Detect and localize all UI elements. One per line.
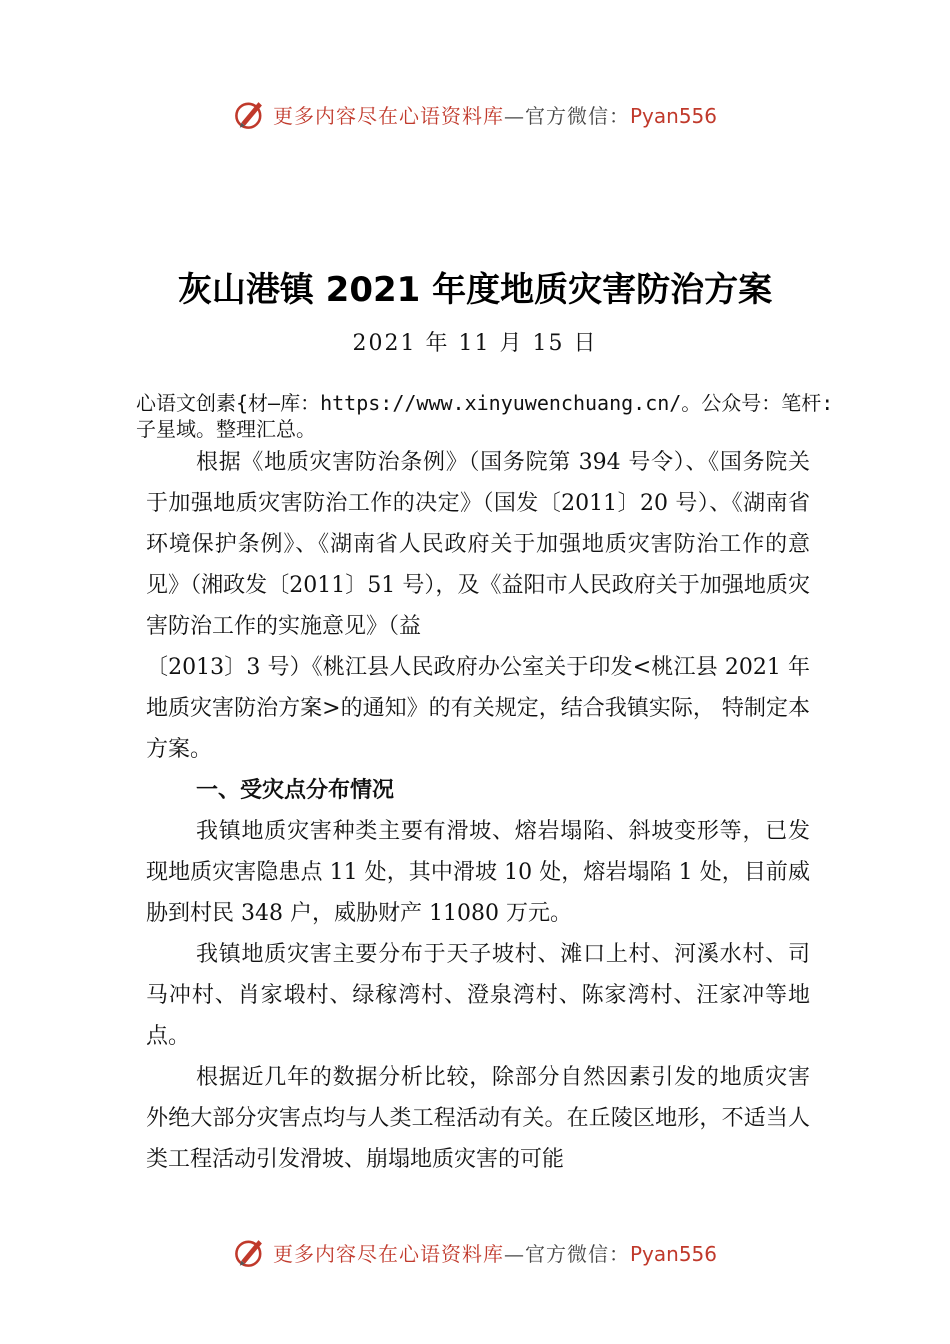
body-paragraph: 我镇地质灾害种类主要有滑坡、熔岩塌陷、斜坡变形等，已发现地质灾害隐患点 11 处，其中滑坡 10 处，熔岩塌陷 1 处，目前威胁到村民 348 户，威胁财产 11080 万元。: [146, 819, 810, 926]
document-title: 灰山港镇 2021 年度地质灾害防治方案: [177, 270, 773, 310]
banner-text: 更多内容尽在心语资料库—官方微信：Pyan556: [272, 103, 717, 128]
banner-text: 更多内容尽在心语资料库—官方微信：Pyan556: [272, 1241, 717, 1266]
footer-banner: [0, 1232, 950, 1272]
document-date: 2021 年 11 月 15 日: [352, 331, 598, 356]
header-banner: [0, 94, 950, 134]
pen-logo-icon: [233, 1235, 267, 1269]
intro-paragraph: 根据《地质灾害防治条例》（国务院第 394 号令）、《国务院关于加强地质灾害防治工作的决定》（国发〔2011〕20 号）、《湖南省环境保护条例》、《湖南省人民政府关于加强地质灾害防治工作的意见》（湘政发〔2011〕51 号），及《益阳市人民政府关于加强地质灾害防治工作的实施意见》（益: [146, 450, 810, 639]
section-heading: 一、受灾点分布情况: [196, 778, 395, 803]
document-body: [146, 442, 810, 1180]
body-paragraph: 根据近几年的数据分析比较，除部分自然因素引发的地质灾害外绝大部分灾害点均与人类工程活动有关。在丘陵区地形，不适当人类工程活动引发滑坡、崩塌地质灾害的可能: [146, 1065, 810, 1172]
intro-paragraph-cont: 〔2013〕3 号）《桃江县人民政府办公室关于印发<桃江县 2021 年地质灾害防治方案>的通知》的有关规定，结合我镇实际， 特制定本方案。: [146, 655, 810, 762]
pen-logo-icon: [233, 97, 267, 131]
body-paragraph: 我镇地质灾害主要分布于天子坡村、滩口上村、河溪水村、司马冲村、肖家塅村、绿稼湾村、澄泉湾村、陈家湾村、汪家冲等地点。: [146, 942, 810, 1049]
source-note: 心语文创素{材—库：https://www.xinyuwenchuang.cn/。公众号：笔杆:子星域。整理汇总。: [136, 391, 834, 441]
